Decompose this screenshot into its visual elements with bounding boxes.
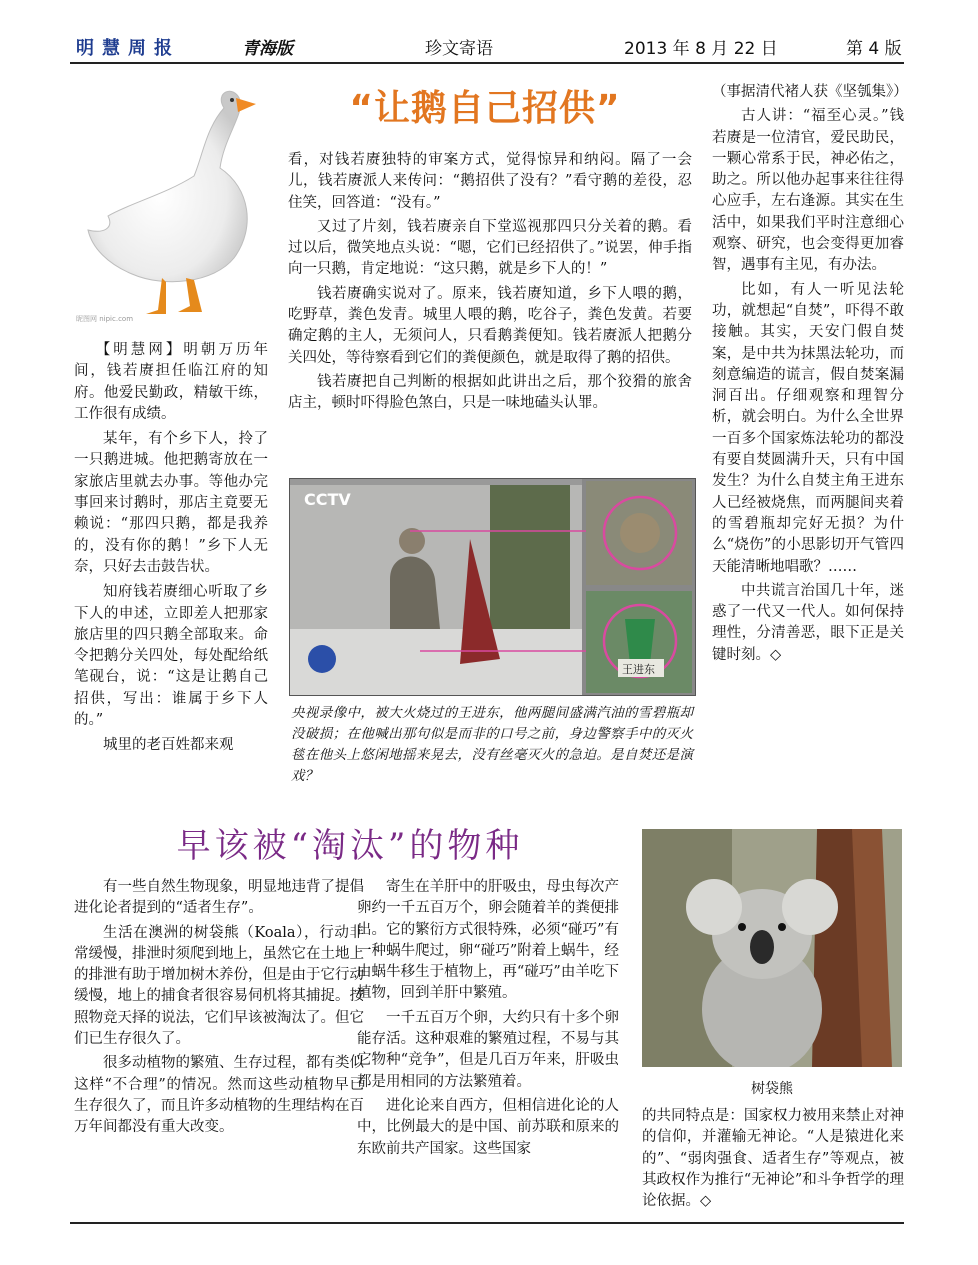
paragraph: 生活在澳洲的树袋熊（Koala），行动非常缓慢，排泄时须爬到地上，虽然它在土地上的排泄有助于增加树木养份，但是由于它行动缓慢，地上的捕食者很容易伺机将其捕捉。按照物竞天择的说法，它们早该被淘汰了。但它们已生存很久了。 <box>74 924 364 1048</box>
paragraph: 比如，有人一听见法轮功，就想起“自焚”，吓得不敢接触。其实，天安门假自焚案，是中共为抹黑法轮功，而刻意编造的谎言，假自焚案漏洞百出。仔细观察和理智分析，就会明白。为什么全世界一百多个国家炼法轮功的都没有要自焚圆满升天，只有中国发生？为什么自焚主角王进东人已经被烧焦，而两腿间夹着的雪碧瓶却完好无损？为什么“烧伤”的小思影切开气管四天能清晰地唱歌？…… <box>712 281 904 575</box>
article1-left-column <box>74 340 268 757</box>
paragraph: 知府钱若赓细心听取了乡下人的申述，立即差人把那家旅店里的四只鹅全部取来。命令把鹅分关四处，每处配给纸笔砚台，说：“这是让鹅自己招供，写出：谁属于乡下人的。” <box>74 584 268 729</box>
paragraph: 寄生在羊肝中的肝吸虫，母虫每次产卵约一千五百万个，卵会随着羊的粪便排出。它的繁衍方式很特殊，必须“碰巧”有一种蜗牛爬过，卵“碰巧”附着上蜗牛，经由蜗牛移生于植物上，再“碰巧”由羊吃下植物，回到羊肝中繁殖。 <box>357 879 619 1002</box>
article2-column-2 <box>357 877 619 1160</box>
article1-title: “让鹅自己招供” <box>349 88 621 129</box>
paragraph: 钱若赓确实说对了。原来，钱若赓知道，乡下人喂的鹅，吃野草，粪色发青。城里人喂的鹅，吃谷子，粪色发黄。若要确定鹅的主人，无须问人，只看鹅粪便知。钱若赓派人把鹅分关四处，等待察看到它们的粪便颜色，就是取得了鹅的招供。 <box>288 285 692 366</box>
paragraph: 钱若赓把自己判断的根据如此讲出之后，那个狡猾的旅舍店主，顿时吓得脸色煞白，只是一味地磕头认罪。 <box>288 373 692 412</box>
name-tag: 王进东 <box>622 663 655 676</box>
cctv-photo <box>289 478 696 696</box>
article1-middle-column <box>288 150 692 415</box>
article1-source: （事据清代褚人获《坚瓠集》） <box>712 84 908 100</box>
paragraph: 有一些自然生物现象，明显地违背了提倡进化论者提到的“适者生存”。 <box>74 879 364 917</box>
paragraph: 又过了片刻，钱若赓亲自下堂巡视那四只分关着的鹅。看过以后，微笑地点头说：“嗯，它们已经招供了。”说罢，伸手指向一只鹅，肯定地说：“这只鹅，就是乡下人的！” <box>288 218 692 278</box>
paragraph: 古人讲：“福至心灵。”钱若赓是一位清官，爱民助民，一颗心常系于民，神必佑之，助之。所以他办起事来往往得心应手，左右逢源。其实在生活中，如果我们平时注意细心观察、研究，也会变得更加睿智，遇事有主见，有办法。 <box>712 108 904 274</box>
koala-image <box>642 829 902 1067</box>
page-header <box>70 34 910 64</box>
article1-right-column <box>712 82 908 666</box>
goose-credit: 昵图网 nipic.com <box>76 315 134 323</box>
goose-image <box>74 78 270 328</box>
paragraph: 【明慧网】明朝万历年间，钱若赓担任临江府的知府。他爱民勤政，精敏干练，工作很有成绩。 <box>74 342 268 422</box>
paragraph: 进化论来自西方，但相信进化论的人中，比例最大的是中国、前苏联和原来的东欧前共产国家。这些国家 <box>357 1097 619 1157</box>
paragraph: 某年，有个乡下人，拎了一只鹅进城。他把鹅寄放在一家旅店里就去办事。等他办完事回来讨鹅时，那店主竟要无赖说：“那四只鹅，都是我养的，没有你的鹅！”乡下人无奈，只好去击鼓告状。 <box>74 431 268 575</box>
koala-icon <box>642 829 902 1067</box>
paper-name: 明慧周报 <box>76 38 180 59</box>
article2-column-1 <box>74 877 364 1139</box>
edition-name: 青海版 <box>242 39 293 59</box>
paragraph: 很多动植物的繁殖、生存过程，都有类似这样“不合理”的情况。然而这些动植物早已生存很久了，而且许多动植物的生理结构在百万年间都没有重大改变。 <box>74 1055 364 1136</box>
article2-title: 早该被“淘汰”的物种 <box>176 826 524 866</box>
paragraph: 的共同特点是：国家权力被用来禁止对神的信仰，并灌输无神论。“人是猿进化来的”、“弱肉强食、适者生存”等观点，被其政权作为推行“无神论”和斗争哲学的理论依据。◇ <box>642 1108 904 1210</box>
section-name: 珍文寄语 <box>425 39 493 59</box>
paragraph: 城里的老百姓都来观 <box>103 737 234 754</box>
paragraph: 中共谎言治国几十年，迷惑了一代又一代人。如何保持理性，分清善恶，眼下正是关键时刻。◇ <box>712 582 904 663</box>
koala-caption: 树袋熊 <box>751 1081 793 1097</box>
paragraph: 看，对钱若赓独特的审案方式，觉得惊异和纳闷。隔了一会儿，钱若赓派人来传问：“鹅招供了没有？”看守鹅的差役，忍住笑，回答道：“没有。” <box>288 152 692 211</box>
issue-date: 2013 年 8 月 22 日 <box>624 39 778 59</box>
page-number: 第 4 版 <box>846 39 902 59</box>
header-rule <box>70 62 904 64</box>
tv-logo: CCTV <box>304 490 351 509</box>
photo-caption: 央视录像中，被大火烧过的王进东，他两腿间盛满汽油的雪碧瓶却没破损；在他喊出那句似是而非的口号之前，身边警察手中的灭火毯在他头上悠闲地摇来晃去，没有丝毫灭火的急迫。是自焚还是演戏？ <box>291 705 693 784</box>
paragraph: 一千五百万个卵，大约只有十多个卵能存活。这种艰难的繁殖过程，不易与其它物种“竞争”，但是几百万年来，肝吸虫都是用相同的方法繁殖着。 <box>357 1009 619 1090</box>
footer-rule <box>70 1222 904 1224</box>
goose-icon <box>74 78 270 328</box>
article2-column-3 <box>642 1106 904 1212</box>
